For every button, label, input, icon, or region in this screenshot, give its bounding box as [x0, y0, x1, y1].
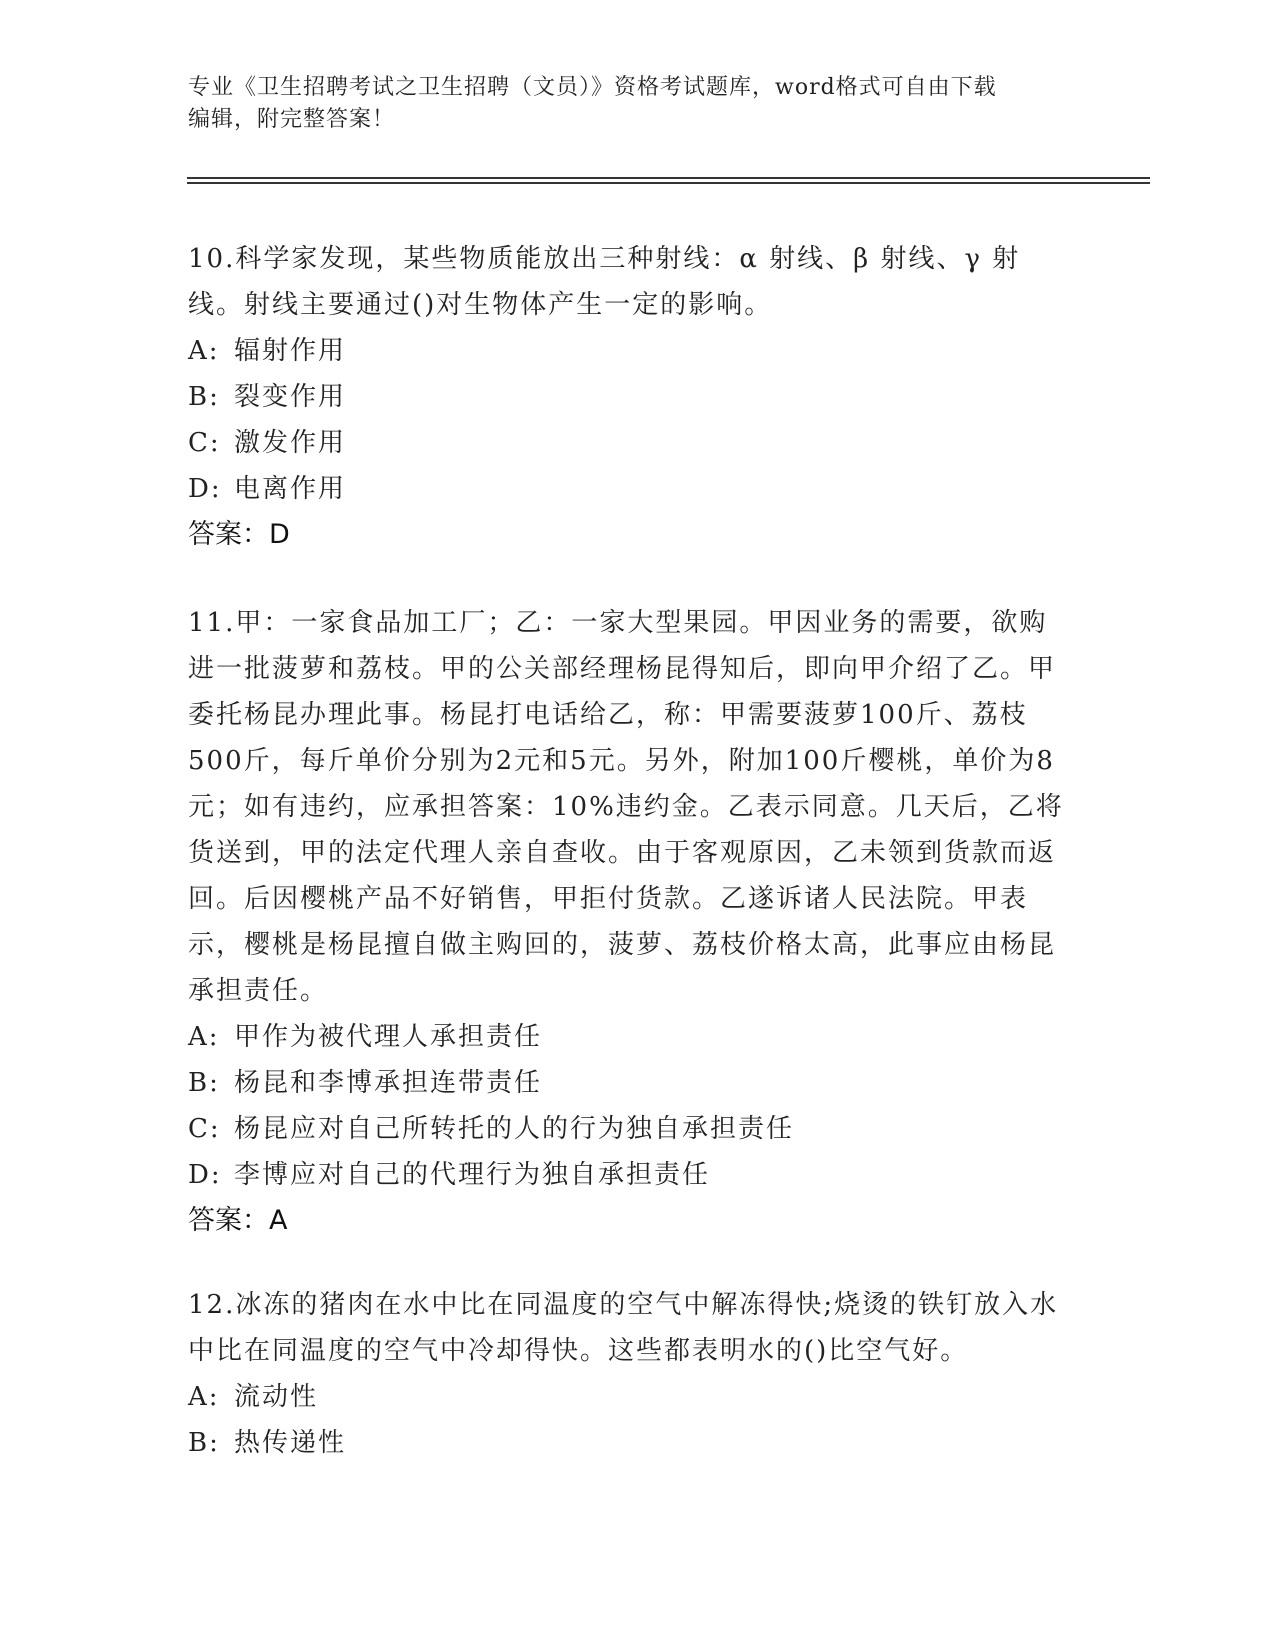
- question-stem: 11.甲：一家食品加工厂；乙：一家大型果园。甲因业务的需要，欲购进一批菠萝和荔枝。甲的公关部经理杨昆得知后，即向甲介绍了乙。甲委托杨昆办理此事。杨昆打电话给乙，称：甲需要菠萝100斤、荔枝500斤，每斤单价分别为2元和5元。另外，附加100斤樱桃，单价为8元；如有违约，应承担答案：10%违约金。乙表示同意。几天后，乙将货送到，甲的法定代理人亲自查收。由于客观原因，乙未领到货款而返回。后因樱桃产品不好销售，甲拒付货款。乙遂诉诸人民法院。甲表示，樱桃是杨昆擅自做主购回的，菠萝、荔枝价格太高，此事应由杨昆承担责任。: [188, 608, 1064, 1006]
- option-text: 甲作为被代理人承担责任: [234, 1022, 543, 1052]
- question-11: [188, 600, 1068, 1244]
- option-key: A:: [188, 336, 220, 366]
- option-key: B:: [188, 1428, 220, 1458]
- answer-line: 答案：A: [188, 1205, 288, 1236]
- option-text: 激发作用: [234, 428, 347, 458]
- option-b: [188, 374, 1068, 420]
- option-key: D:: [188, 474, 222, 504]
- option-d: [188, 466, 1068, 512]
- option-key: C:: [188, 428, 221, 458]
- option-key: A:: [188, 1382, 220, 1412]
- header-line-1: 专业《卫生招聘考试之卫生招聘（文员）》资格考试题库，word格式可自由下载: [188, 75, 997, 100]
- option-text: 流动性: [234, 1382, 319, 1412]
- option-a: [188, 328, 1068, 374]
- question-10: [188, 236, 1068, 558]
- option-text: 杨昆应对自己所转托的人的行为独自承担责任: [234, 1114, 795, 1144]
- option-a: [188, 1374, 1068, 1420]
- option-c: [188, 1106, 1068, 1152]
- header-line-2: 编辑，附完整答案！: [188, 107, 396, 132]
- option-b: [188, 1060, 1068, 1106]
- question-stem: 10.科学家发现，某些物质能放出三种射线：α 射线、β 射线、γ 射线。射线主要通过()对生物体产生一定的影响。: [188, 244, 1021, 320]
- option-text: 热传递性: [234, 1428, 347, 1458]
- option-key: B:: [188, 382, 220, 412]
- option-text: 杨昆和李博承担连带责任: [234, 1068, 543, 1098]
- option-key: D:: [188, 1160, 222, 1190]
- option-c: [188, 420, 1068, 466]
- option-key: A:: [188, 1022, 220, 1052]
- document-header: [188, 72, 1088, 136]
- option-d: [188, 1152, 1068, 1198]
- header-divider-top: [187, 177, 1150, 179]
- header-divider-bottom: [187, 182, 1150, 184]
- option-a: [188, 1014, 1068, 1060]
- answer-line: 答案：D: [188, 519, 290, 550]
- option-key: B:: [188, 1068, 220, 1098]
- option-text: 电离作用: [234, 474, 347, 504]
- option-text: 李博应对自己的代理行为独自承担责任: [234, 1160, 711, 1190]
- question-12: [188, 1282, 1068, 1466]
- option-text: 裂变作用: [234, 382, 347, 412]
- option-b: [188, 1420, 1068, 1466]
- option-key: C:: [188, 1114, 221, 1144]
- question-stem: 12.冰冻的猪肉在水中比在同温度的空气中解冻得快;烧烫的铁钉放入水中比在同温度的空气中冷却得快。这些都表明水的()比空气好。: [188, 1290, 1059, 1366]
- option-text: 辐射作用: [234, 336, 347, 366]
